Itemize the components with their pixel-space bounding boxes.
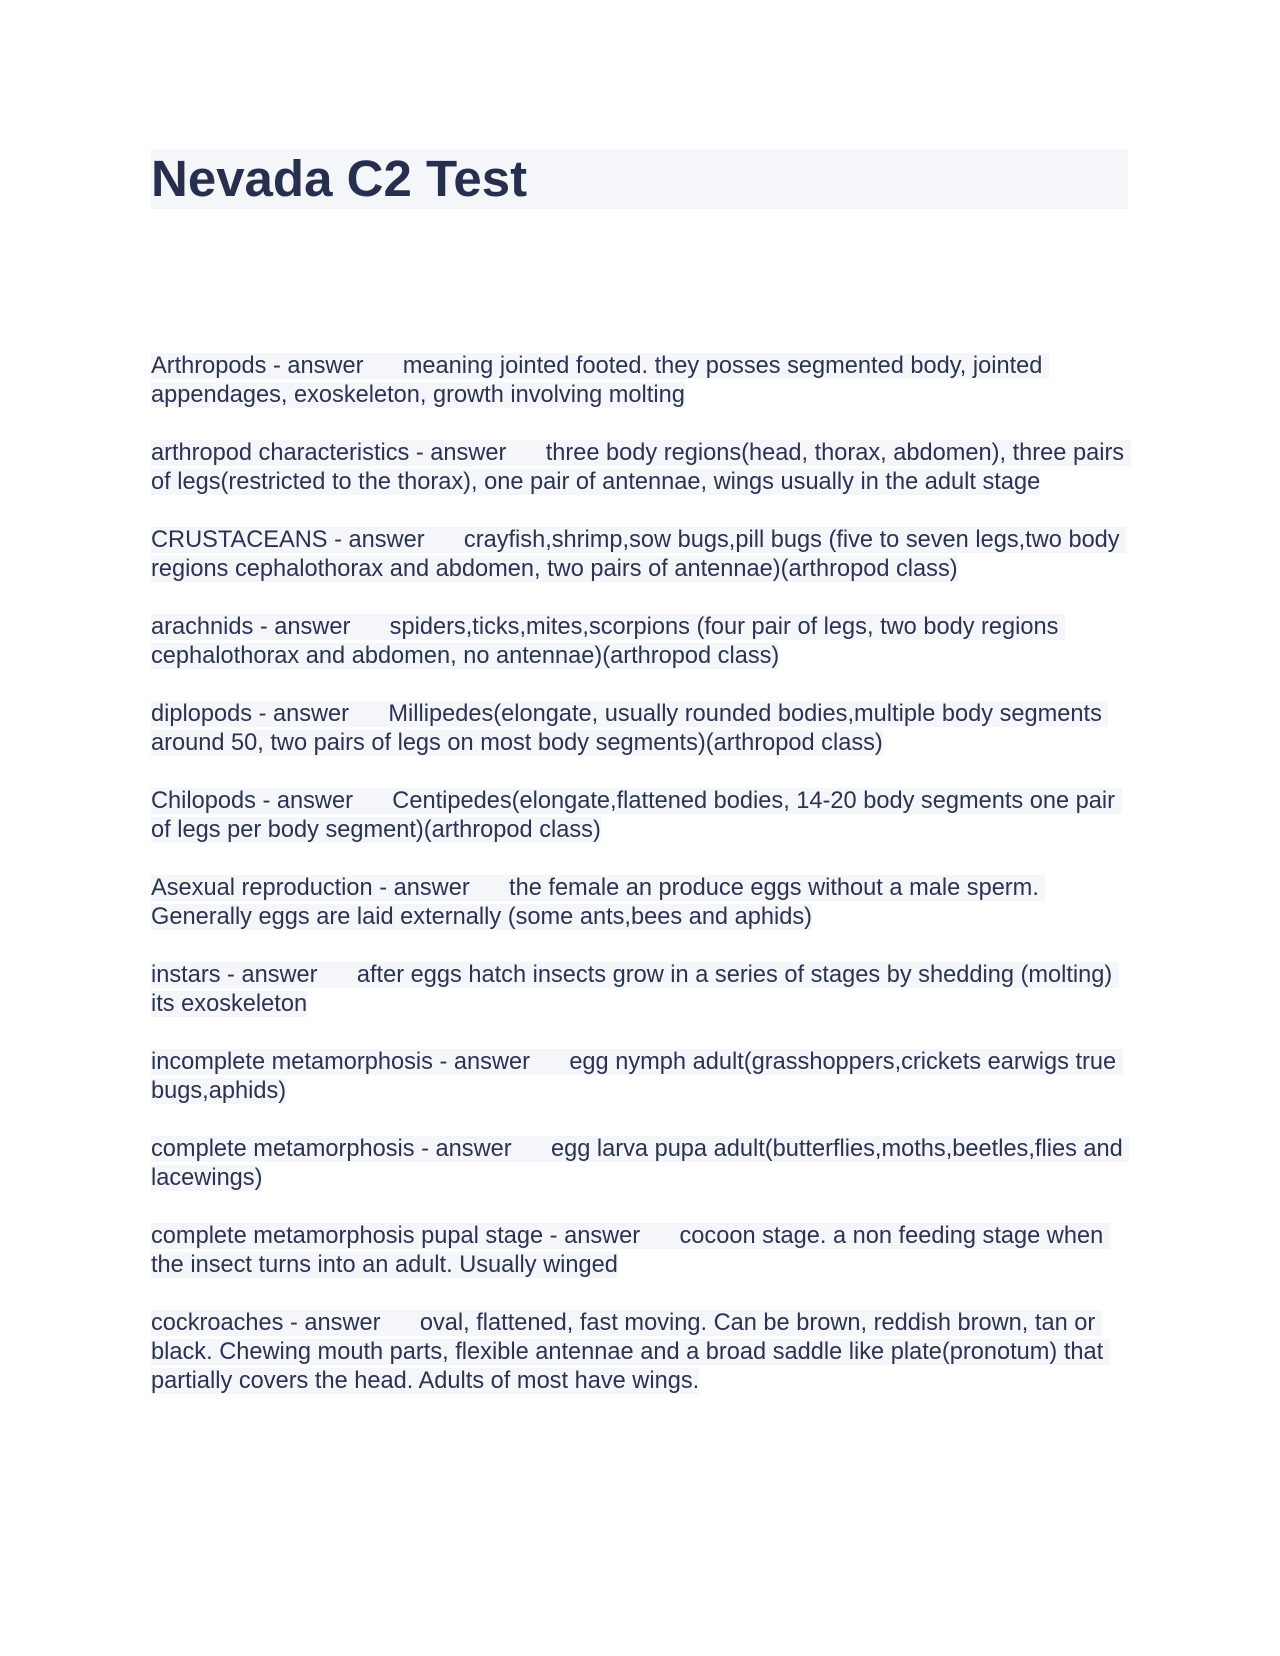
entry-text (151, 962, 1119, 1017)
flashcard-entry (151, 874, 1136, 932)
entry-term: arthropod characteristics - answer (151, 440, 507, 466)
entry-definition: meaning jointed footed. they posses segmented body, jointed appendages, exoskeleton, growth involving molting (151, 353, 1049, 408)
flashcard-entry (151, 526, 1136, 584)
entry-text (151, 875, 1045, 930)
entry-term: complete metamorphosis - answer (151, 1136, 512, 1162)
entry-definition: the female an produce eggs without a male sperm. Generally eggs are laid externally (some ants,bees and aphids) (151, 875, 1046, 930)
flashcard-entry (151, 1222, 1136, 1280)
flashcard-entry (151, 439, 1136, 497)
flashcard-entry (151, 352, 1136, 410)
entry-term: CRUSTACEANS - answer (151, 527, 425, 553)
flashcard-entry (151, 613, 1136, 671)
entry-definition: spiders,ticks,mites,scorpions (four pair of legs, two body regions cephalothorax and abdomen, no antennae)(arthropod class) (151, 614, 1066, 669)
entry-text (151, 1223, 1110, 1278)
entry-term: Arthropods - answer (151, 353, 364, 379)
flashcard-list (151, 352, 1136, 1425)
flashcard-entry (151, 1309, 1136, 1396)
entry-definition: egg larva pupa adult(butterflies,moths,beetles,flies and lacewings) (151, 1136, 1130, 1191)
title-box (151, 149, 1128, 209)
entry-term: instars - answer (151, 962, 318, 988)
flashcard-entry (151, 1048, 1136, 1106)
entry-term: incomplete metamorphosis - answer (151, 1049, 530, 1075)
entry-definition: oval, flattened, fast moving. Can be brown, reddish brown, tan or black. Chewing mouth parts, flexible antennae and a broad saddle like plate(pronotum) that partially covers the head. Adults of most have wings. (151, 1310, 1110, 1394)
entry-term: diplopods - answer (151, 701, 350, 727)
entry-text (151, 788, 1122, 843)
entry-definition: Millipedes(elongate, usually rounded bodies,multiple body segments around 50, two pairs of legs on most body segments)(arthropod class) (151, 701, 1109, 756)
entry-term: cockroaches - answer (151, 1310, 381, 1336)
flashcard-entry (151, 787, 1136, 845)
entry-term: Chilopods - answer (151, 788, 353, 814)
entry-definition: cocoon stage. a non feeding stage when the insect turns into an adult. Usually winged (151, 1223, 1110, 1278)
entry-text (151, 353, 1049, 408)
entry-definition: three body regions(head, thorax, abdomen), three pairs of legs(restricted to the thorax), one pair of antennae, wings usually in the adult stage (151, 440, 1131, 495)
entry-term: arachnids - answer (151, 614, 351, 640)
entry-definition: after eggs hatch insects grow in a series of stages by shedding (molting) its exoskeleton (151, 962, 1119, 1017)
flashcard-entry (151, 700, 1136, 758)
entry-term: complete metamorphosis pupal stage - answer (151, 1223, 641, 1249)
entry-text (151, 440, 1131, 495)
entry-text (151, 1310, 1110, 1394)
entry-text (151, 1136, 1129, 1191)
entry-definition: egg nymph adult(grasshoppers,crickets earwigs true bugs,aphids) (151, 1049, 1123, 1104)
entry-term: Asexual reproduction - answer (151, 875, 470, 901)
flashcard-entry (151, 961, 1136, 1019)
entry-text (151, 1049, 1123, 1104)
entry-definition: Centipedes(elongate,flattened bodies, 14-20 body segments one pair of legs per body segment)(arthropod class) (151, 788, 1122, 843)
document-title: Nevada C2 Test (151, 150, 528, 207)
entry-definition: crayfish,shrimp,sow bugs,pill bugs (five to seven legs,two body regions cephalothorax and abdomen, two pairs of antennae)(arthropod class) (151, 527, 1127, 582)
flashcard-entry (151, 1135, 1136, 1193)
entry-text (151, 701, 1108, 756)
entry-text (151, 527, 1126, 582)
entry-text (151, 614, 1065, 669)
